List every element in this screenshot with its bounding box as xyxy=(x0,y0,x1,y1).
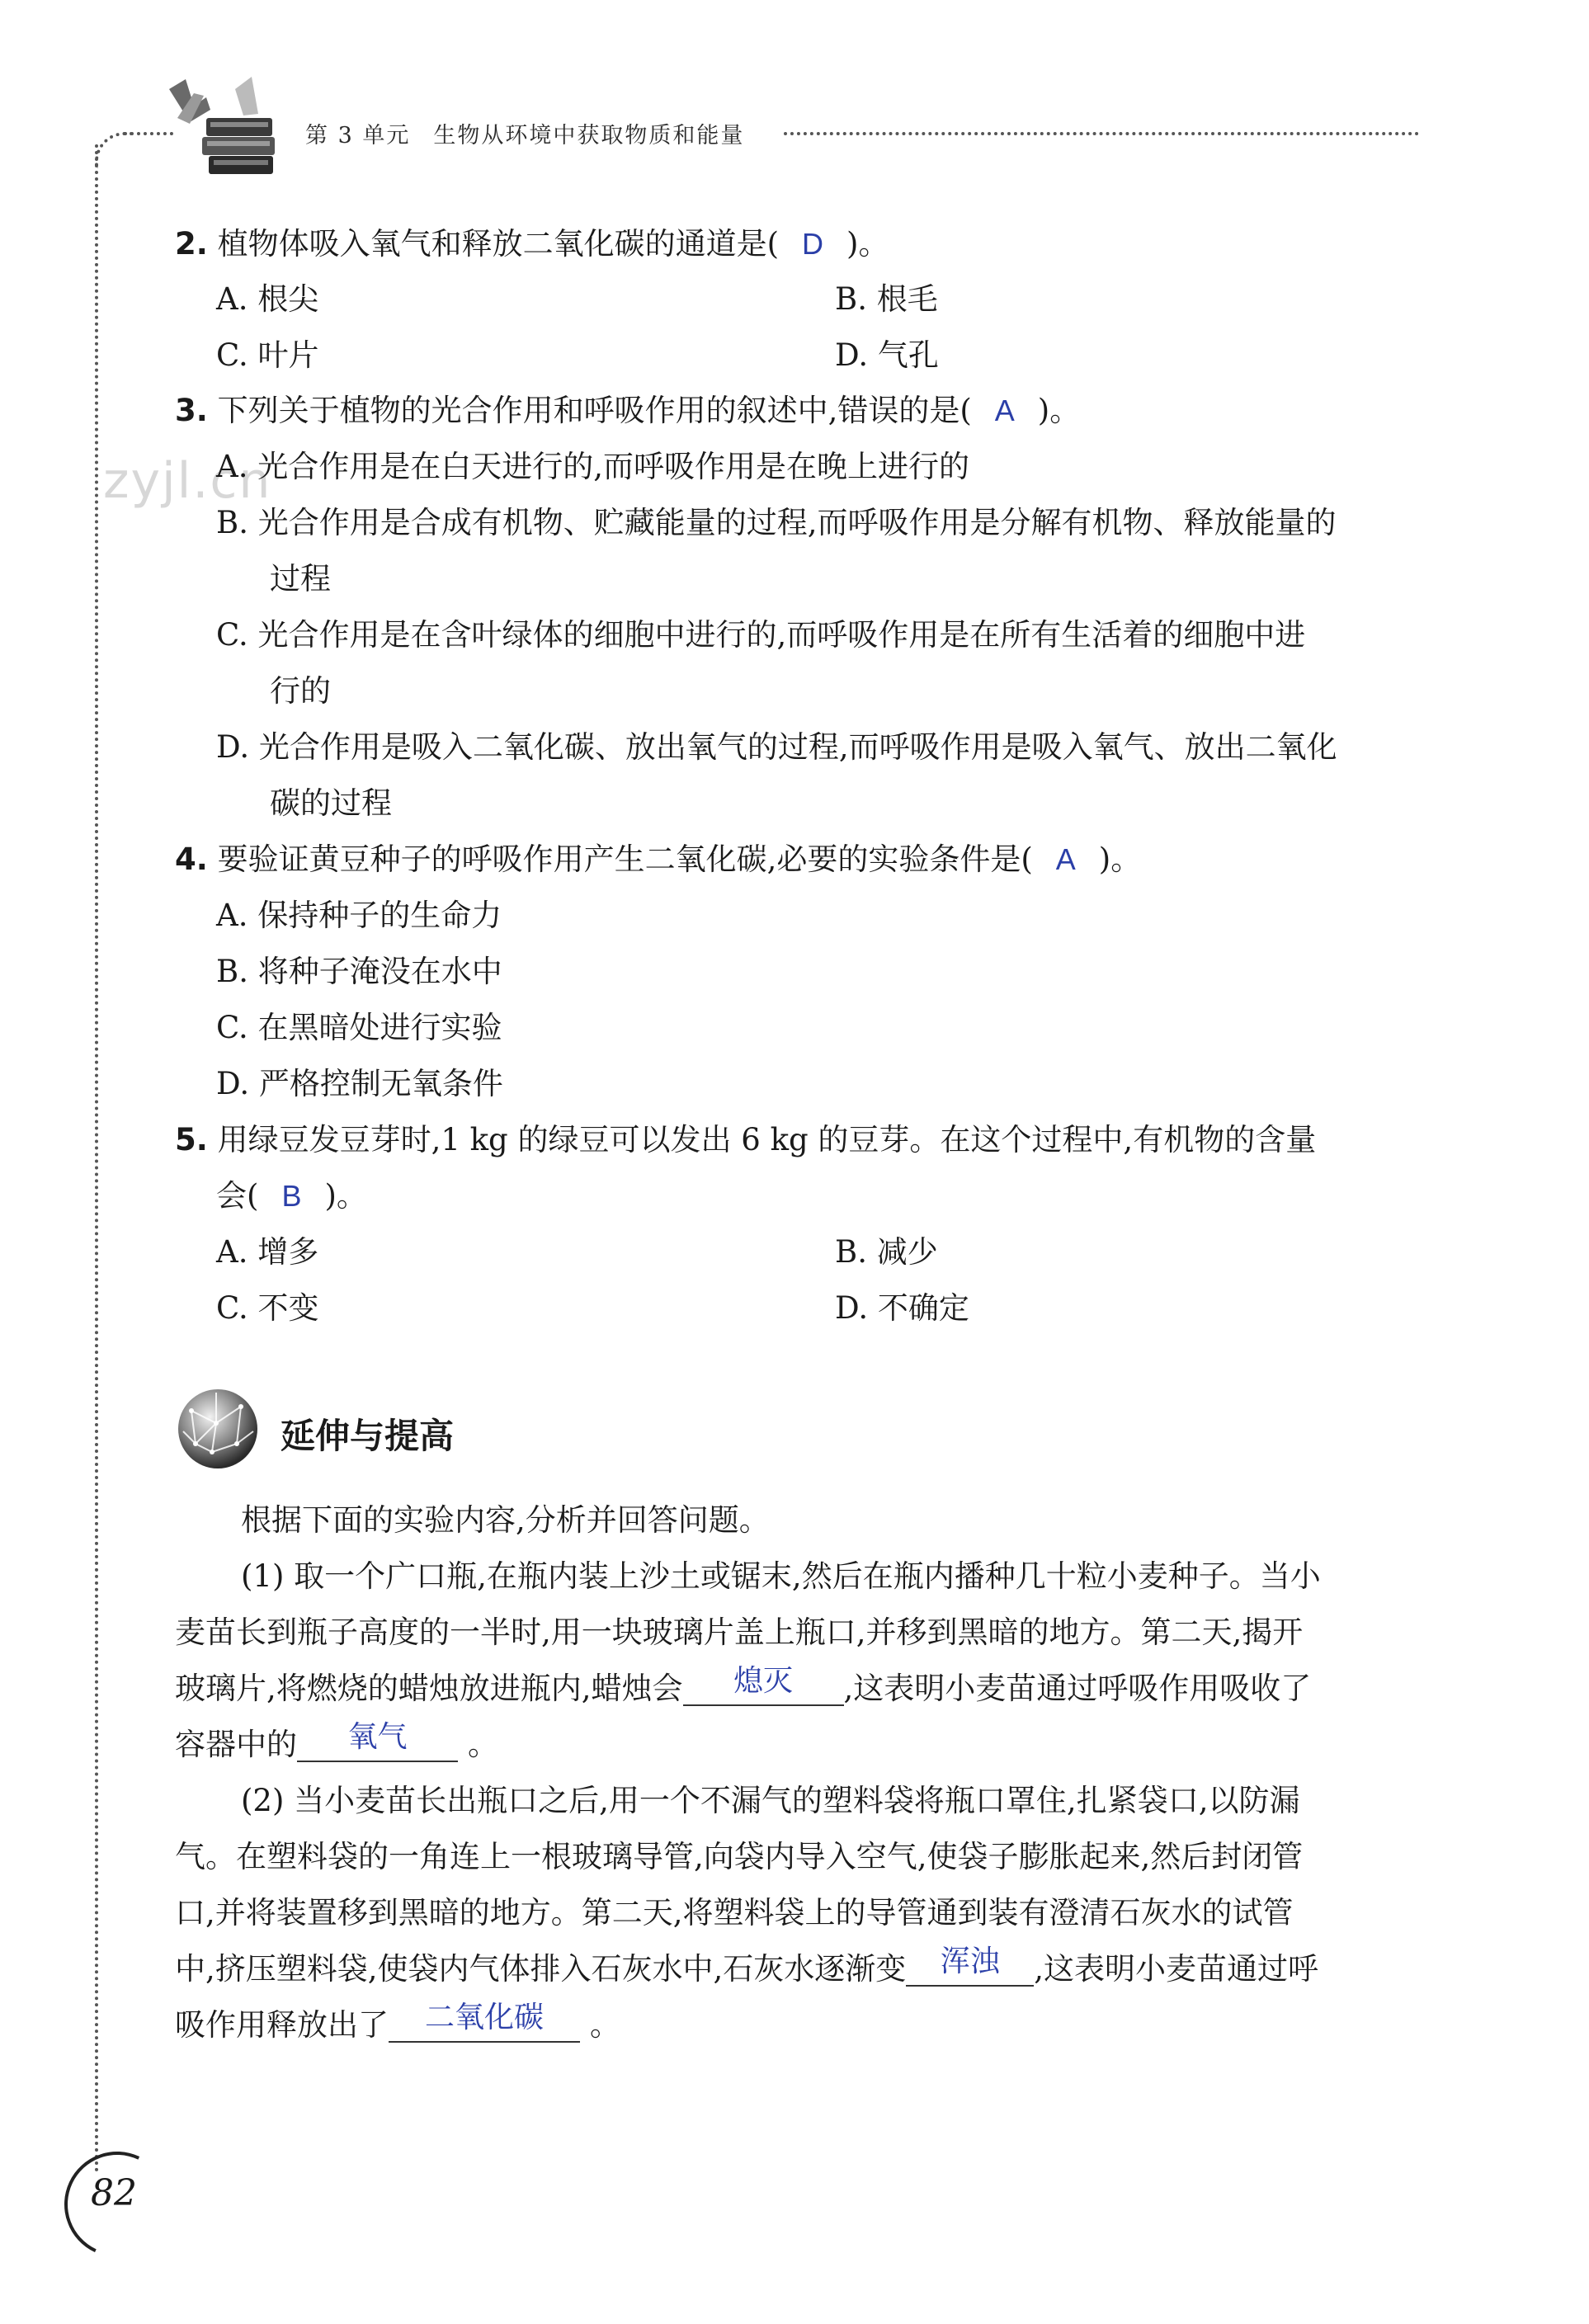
paragraph-2-line: 口,并将装置移到黑暗的地方。第二天,将塑料袋上的导管通到装有澄清石灰水的试管 xyxy=(175,1895,1294,1930)
option-b: B. 将种子淹没在水中 xyxy=(216,954,502,989)
header-corner-border xyxy=(95,132,131,168)
question-stem-end: )。 xyxy=(1098,841,1142,877)
question-5-stem-continued xyxy=(216,1178,367,1214)
page-number: 82 xyxy=(91,2172,137,2214)
paragraph-2-line: 气。在塑料袋的一角连上一根玻璃导管,向袋内导入空气,使袋子膨胀起来,然后封闭管 xyxy=(175,1839,1304,1874)
question-stem-end: )。 xyxy=(846,226,889,262)
section-intro: 根据下面的实验内容,分析并回答问题。 xyxy=(241,1502,770,1538)
option-b: B. 根毛 xyxy=(835,281,938,317)
question-number: 3. xyxy=(175,393,208,428)
header-unit: 第 3 单元 xyxy=(305,123,411,148)
answer-mark: A xyxy=(1055,842,1076,876)
question-3-stem xyxy=(175,395,1080,426)
answer-mark: A xyxy=(994,394,1015,427)
paragraph-1-line xyxy=(175,1720,498,1762)
option-d: D. 严格控制无氧条件 xyxy=(216,1066,503,1101)
paragraph-text: 中,挤压塑料袋,使袋内气体排入石灰水中,石灰水逐渐变 xyxy=(175,1951,907,1987)
option-c: C. 不变 xyxy=(216,1290,319,1326)
question-stem-text: 用绿豆发豆芽时,1 kg 的绿豆可以发出 6 kg 的豆芽。在这个过程中,有机物的含量 xyxy=(217,1122,1317,1157)
question-stem-end: )。 xyxy=(324,1178,367,1214)
handwritten-answer: 二氧化碳 xyxy=(424,2001,544,2034)
question-5-stem xyxy=(175,1124,1316,1155)
watermark: zyjl.cn xyxy=(103,452,272,510)
question-stem-end: )。 xyxy=(1037,393,1081,428)
left-dotted-border xyxy=(95,144,98,2174)
option-d: D. 不确定 xyxy=(835,1290,969,1326)
option-b: B. 光合作用是合成有机物、贮藏能量的过程,而呼吸作用是分解有机物、释放能量的 xyxy=(216,505,1337,540)
option-a: A. 保持种子的生命力 xyxy=(216,898,502,933)
paragraph-1-line: (1) 取一个广口瓶,在瓶内装上沙土或锯末,然后在瓶内播种几十粒小麦种子。当小 xyxy=(241,1558,1321,1594)
option-c: C. 在黑暗处进行实验 xyxy=(216,1010,502,1045)
fill-blank xyxy=(297,1720,458,1762)
question-number: 4. xyxy=(175,841,208,877)
option-d-continued: 碳的过程 xyxy=(270,785,392,821)
option-a: A. 光合作用是在白天进行的,而呼吸作用是在晚上进行的 xyxy=(216,449,970,484)
paragraph-1-line: 麦苗长到瓶子高度的一半时,用一块玻璃片盖上瓶口,并移到黑暗的地方。第二天,揭开 xyxy=(175,1615,1304,1650)
globe-network-icon xyxy=(175,1386,262,1473)
option-b-continued: 过程 xyxy=(270,561,331,596)
paragraph-2-line xyxy=(175,2001,620,2043)
books-logo-icon xyxy=(161,73,285,192)
paragraph-2-line: (2) 当小麦苗长出瓶口之后,用一个不漏气的塑料袋将瓶口罩住,扎紧袋口,以防漏 xyxy=(241,1783,1300,1818)
option-a: A. 增多 xyxy=(216,1234,319,1270)
question-2-stem xyxy=(175,226,889,262)
question-stem-text: 植物体吸入氧气和释放二氧化碳的通道是( xyxy=(217,226,780,262)
option-a: A. 根尖 xyxy=(216,281,319,317)
question-stem-text: 下列关于植物的光合作用和呼吸作用的叙述中,错误的是( xyxy=(217,393,972,428)
question-4-stem xyxy=(175,841,1142,877)
handwritten-answer: 浑浊 xyxy=(940,1945,1000,1978)
answer-mark: B xyxy=(281,1179,302,1213)
header-unit-title: 生物从环境中获取物质和能量 xyxy=(433,123,745,148)
paragraph-text: ,这表明小麦苗通过呼 xyxy=(1034,1951,1319,1987)
fill-blank xyxy=(389,2001,580,2043)
option-c-continued: 行的 xyxy=(270,673,331,709)
option-b: B. 减少 xyxy=(835,1234,938,1270)
handwritten-answer: 熄灭 xyxy=(733,1664,794,1698)
paragraph-text: 。 xyxy=(590,2007,620,2043)
paragraph-text: 吸作用释放出了 xyxy=(175,2007,389,2043)
paragraph-text: ,这表明小麦苗通过呼吸作用吸收了 xyxy=(843,1671,1312,1706)
section-title: 延伸与提高 xyxy=(281,1416,455,1456)
paragraph-text: 玻璃片,将燃烧的蜡烛放进瓶内,蜡烛会 xyxy=(175,1671,683,1706)
fill-blank xyxy=(683,1664,844,1706)
paragraph-text: 容器中的 xyxy=(175,1727,297,1762)
question-stem-text: 会( xyxy=(216,1178,259,1214)
question-stem-text: 要验证黄豆种子的呼吸作用产生二氧化碳,必要的实验条件是( xyxy=(217,841,1033,877)
header-title xyxy=(305,117,744,149)
paragraph-text: 。 xyxy=(468,1727,498,1762)
option-c: C. 叶片 xyxy=(216,337,319,373)
option-d: D. 光合作用是吸入二氧化碳、放出氧气的过程,而呼吸作用是吸入氧气、放出二氧化 xyxy=(216,729,1337,765)
paragraph-1-line xyxy=(175,1664,1312,1706)
question-number: 5. xyxy=(175,1122,208,1157)
handwritten-answer: 氧气 xyxy=(347,1720,408,1754)
option-d: D. 气孔 xyxy=(835,337,939,373)
answer-mark: D xyxy=(802,227,824,261)
header-dotted-rule-right xyxy=(784,132,1419,135)
option-c: C. 光合作用是在含叶绿体的细胞中进行的,而呼吸作用是在所有生活着的细胞中进 xyxy=(216,617,1306,653)
question-number: 2. xyxy=(175,226,208,262)
paragraph-2-line xyxy=(175,1945,1319,1987)
fill-blank xyxy=(906,1945,1034,1987)
